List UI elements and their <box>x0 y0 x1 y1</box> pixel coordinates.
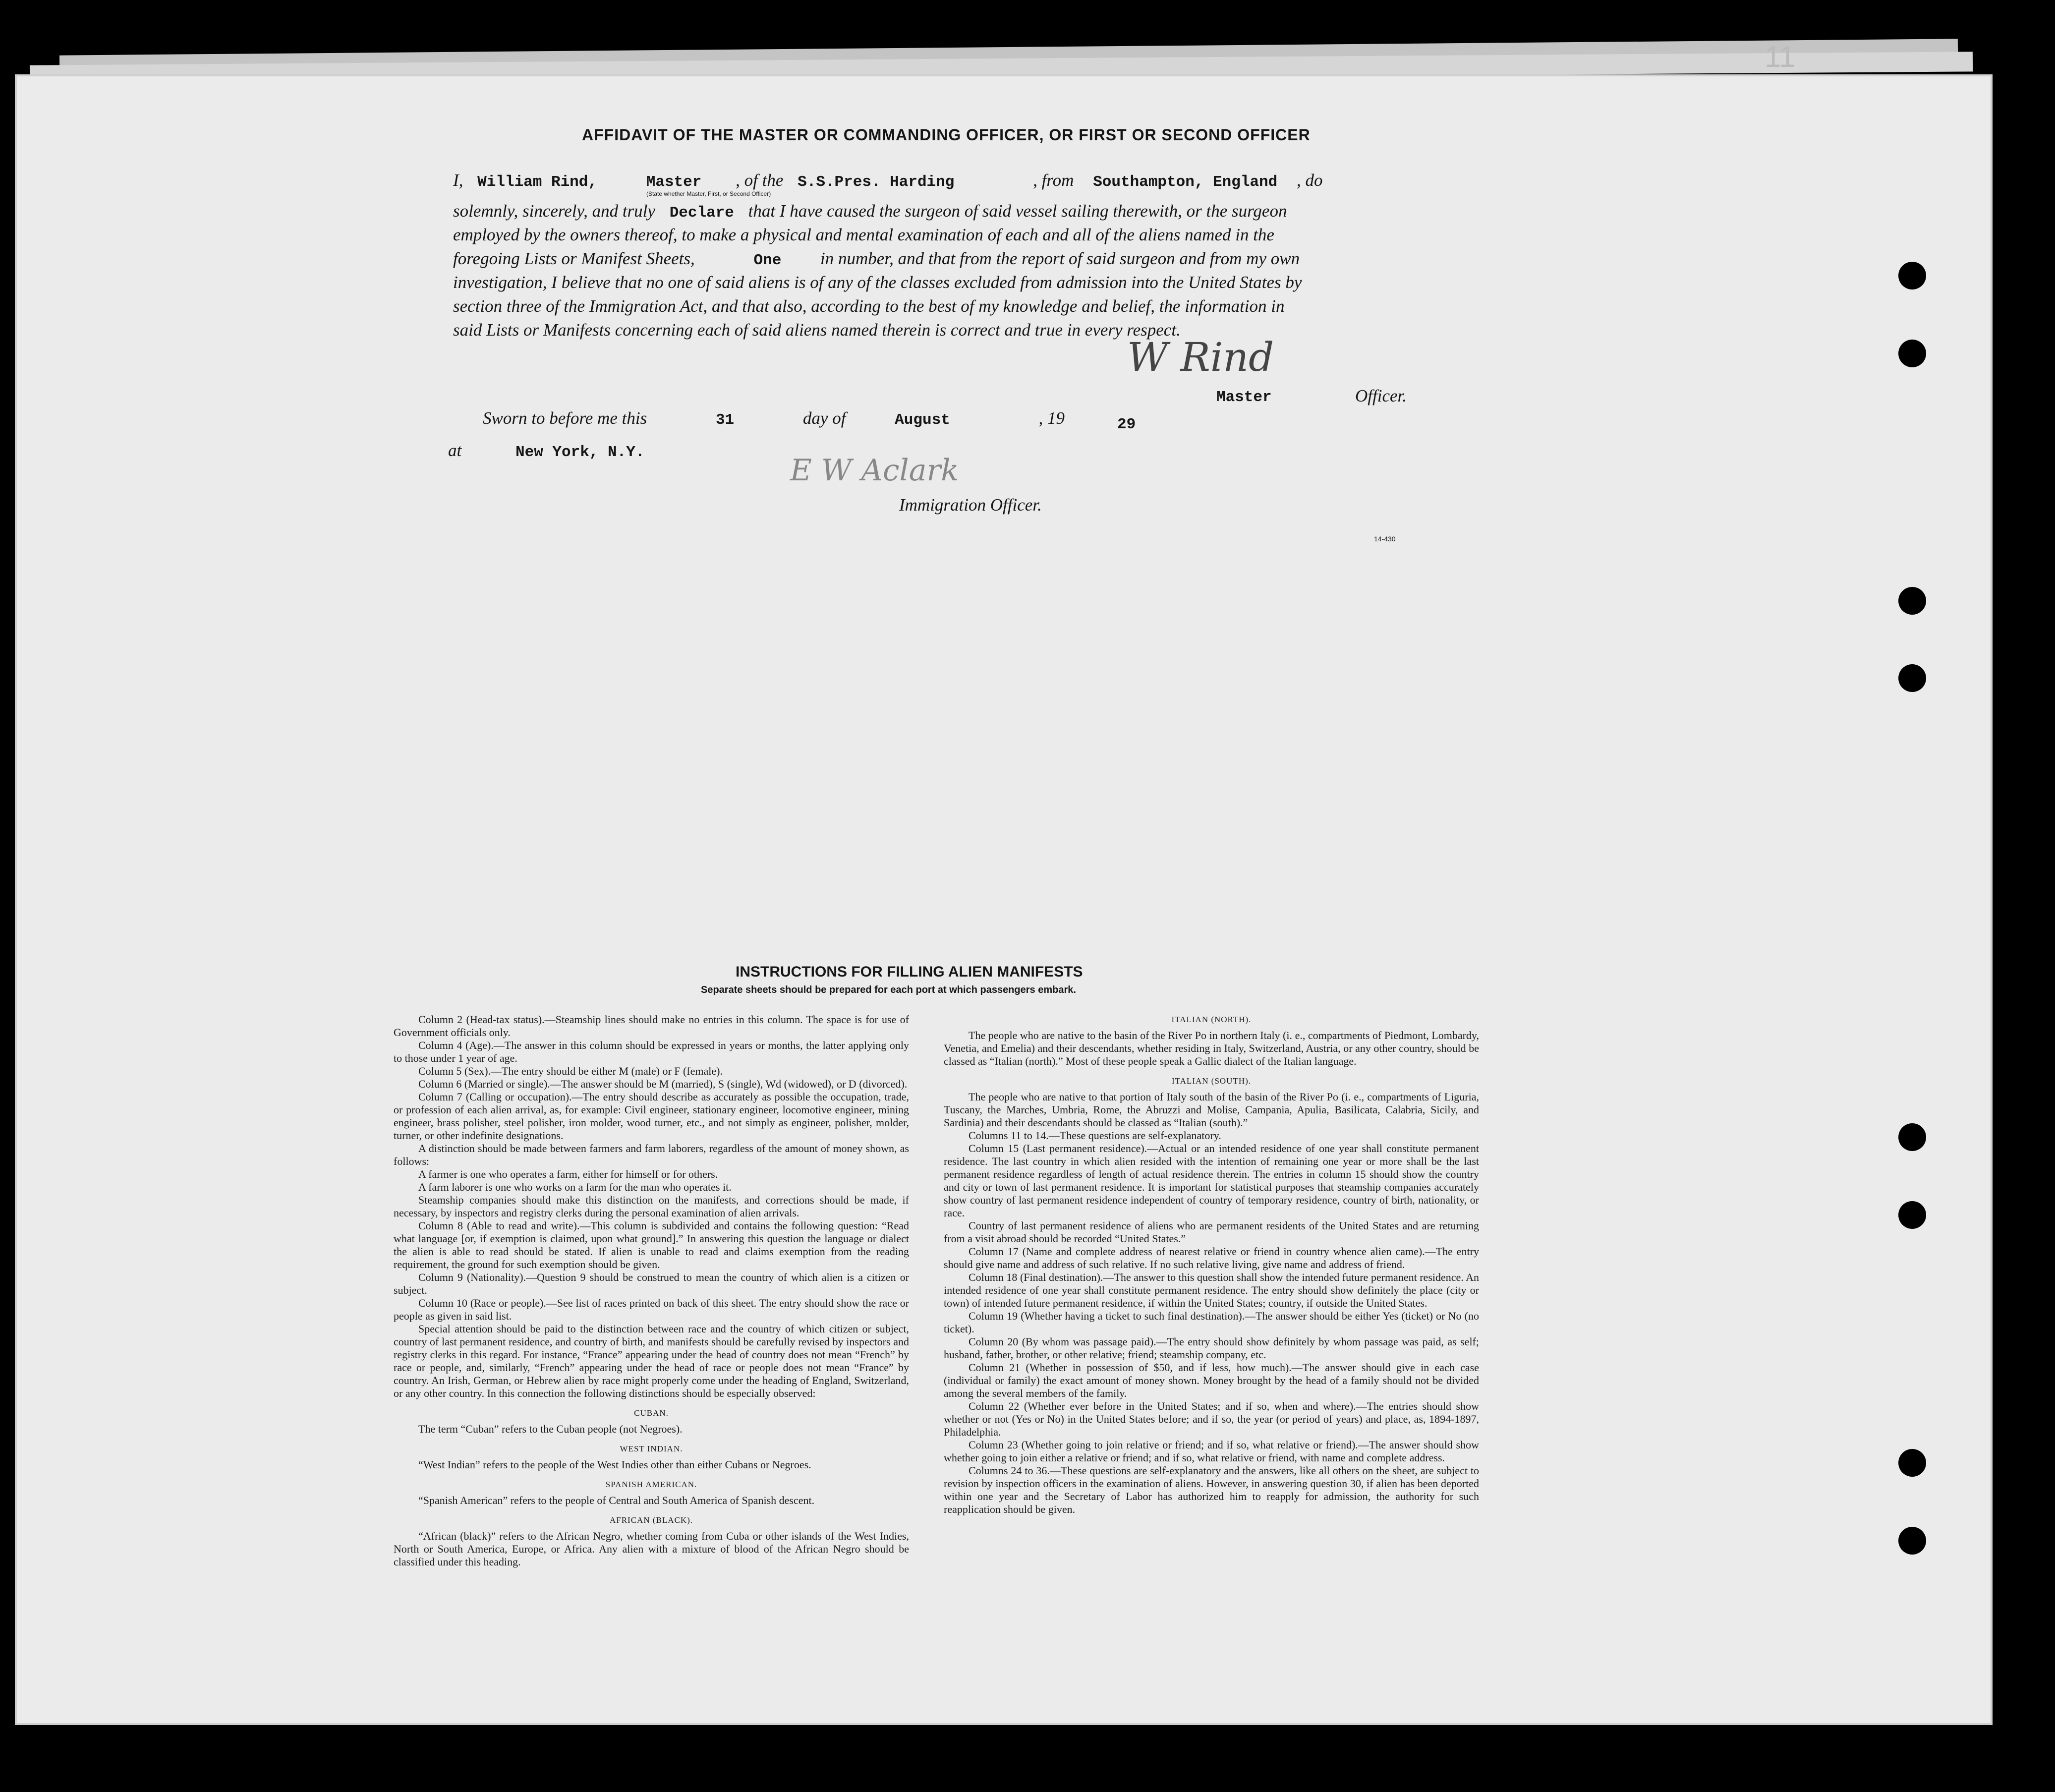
instruction-paragraph: A farm laborer is one who works on a farm for the man who operates it. <box>418 1181 732 1193</box>
instruction-paragraph: Special attention should be paid to the distinction between race and the country of which citizen or subject, country of last permanent residence, and country of birth, and manifests should be carefully revised by inspectors and registry clerks in this regard. For instance, “France” appearing under the head of country does not mean “French” by race or people, and, similarly, “French” appearing under the head of race or people does not mean “France” by country. An Irish, German, or Hebrew alien by race might properly come under the heading of England, Switzerland, or any other country. In this connection the following distinctions should be especially observed: <box>394 1323 909 1399</box>
spanish-american-heading: SPANISH AMERICAN. <box>605 1480 697 1489</box>
text: foregoing Lists or Manifest Sheets, <box>453 249 695 268</box>
declare-word: Declare <box>669 204 734 222</box>
immigration-officer-signature: E W Aclark <box>790 453 959 488</box>
instruction-paragraph: Column 8 (Able to read and write).—This column is subdivided and contains the following question: “Read what language [or, if exemption is claimed, upon what ground].” In answering this question the language or dialect the alien is able to read should be stated. If alien is unable to read and claims exemption from the reading requirement, the ground for such exemption should be given. <box>394 1219 909 1271</box>
text: solemnly, sincerely, and truly <box>453 201 655 221</box>
instruction-paragraph: Column 23 (Whether going to join relative or friend; and if so, what relative or friend).—The answer should show whether going to join either a relative or friend; and if so, what relative or friend, with name and complete address. <box>944 1439 1479 1464</box>
west-indian-text: “West Indian” refers to the people of the West Indies other than either Cubans or Negroes. <box>418 1458 811 1471</box>
binder-hole <box>1898 664 1926 692</box>
affidavit-line-4 <box>453 249 1300 269</box>
sheet-count: One <box>753 252 782 269</box>
instruction-paragraph: Column 4 (Age).—The answer in this column should be expressed in years or months, the latter applying only to those under 1 year of age. <box>394 1039 909 1064</box>
instruction-paragraph: Column 10 (Race or people).—See list of races printed on back of this sheet. The entry should show the race or people as given in said list. <box>394 1297 909 1322</box>
instruction-paragraph: Columns 11 to 14.—These questions are self-explanatory. <box>969 1129 1221 1142</box>
rank-note: (State whether Master, First, or Second Officer) <box>646 190 771 197</box>
master-signature: W Rind <box>1127 334 1274 380</box>
african-text: “African (black)” refers to the African Negro, whether coming from Cuba or other islands of the West Indies, North or South America, Europe, or Africa. Any alien with a mixture of blood of the African Negro should be classified under this heading. <box>394 1530 909 1568</box>
text: , 19 <box>1038 408 1065 428</box>
instruction-paragraph: A distinction should be made between farmers and farm laborers, regardless of the amount of money shown, as follows: <box>394 1142 909 1167</box>
instruction-paragraph: Column 22 (Whether ever before in the United States; and if so, when and where).—The entries should show whether or not (Yes or No) in the United States before; and if so, the year (or period of years) and place, as, 1894-1897, Philadelphia. <box>944 1400 1479 1438</box>
binder-hole <box>1898 1527 1926 1555</box>
manifest-page <box>15 74 1993 1725</box>
text: day of <box>802 408 846 428</box>
instructions-subtitle: Separate sheets should be prepared for each port at which passengers embark. <box>701 984 1076 995</box>
instruction-paragraph: Column 2 (Head-tax status).—Steamship lines should make no entries in this column. The space is for use of Government officials only. <box>394 1013 909 1039</box>
port-from: Southampton, England <box>1093 173 1278 191</box>
african-heading: AFRICAN (BLACK). <box>609 1515 693 1525</box>
sworn-year: 29 <box>1117 416 1136 433</box>
binder-hole <box>1898 262 1926 289</box>
binder-hole <box>1898 1123 1926 1151</box>
text: Sworn to before me this <box>483 408 647 428</box>
instruction-paragraph: Column 20 (By whom was passage paid).—The entry should show definitely by whom passage was paid, as self; husband, father, brother, or other relative; friend; steamship company, etc. <box>944 1335 1479 1361</box>
affidavit-line-1 <box>453 171 1323 191</box>
text: , from <box>1033 171 1074 190</box>
corner-mark: 11 <box>1765 40 1796 73</box>
officer-label: Officer. <box>1355 386 1407 405</box>
form-number: 14-430 <box>1374 535 1396 543</box>
instruction-paragraph: Column 5 (Sex).—The entry should be either M (male) or F (female). <box>418 1065 723 1077</box>
text: in number, and that from the report of said surgeon and from my own <box>820 249 1300 268</box>
text: that I have caused the surgeon of said vessel sailing therewith, or the surgeon <box>748 201 1287 221</box>
binder-hole <box>1898 587 1926 615</box>
affidavit-line-6: section three of the Immigration Act, and that also, according to the best of my knowledge and belief, the information in <box>453 296 1285 316</box>
instructions-left-column <box>394 1013 909 1568</box>
sworn-location: New York, N.Y. <box>515 444 645 461</box>
instruction-paragraph: Column 21 (Whether in possession of $50, and if less, how much).—The answer should give in each case (individual or family) the exact amount of money shown. Money brought by the head of a family should not be divided among the several members of the family. <box>944 1361 1479 1399</box>
cuban-text: The term “Cuban” refers to the Cuban people (not Negroes). <box>418 1423 683 1435</box>
instructions-right-column <box>944 1013 1479 1516</box>
instruction-paragraph: Steamship companies should make this distinction on the manifests, and corrections should be made, if necessary, by inspectors and registry clerks during the personal examination of alien arrivals. <box>394 1194 909 1219</box>
master-name: William Rind, <box>477 173 597 191</box>
affidavit-line-5: investigation, I believe that no one of said aliens is of any of the classes excluded from admission into the United States by <box>453 273 1302 292</box>
binder-hole <box>1898 1201 1926 1229</box>
immigration-officer-label: Immigration Officer. <box>899 495 1042 515</box>
instruction-paragraph: Column 15 (Last permanent residence).—Actual or an intended residence of one year shall constitute permanent residence. The last country in which alien resided with the intention of remaining one year or more shall be the last permanent residence regardless of length of actual residence therein. The entries in column 15 should show the country and city or town of last permanent residence. It is important for statistical purposes that steamship companies accurately show country of last permanent residence independent of country of temporary residence, country of birth, nationality, or race. <box>944 1142 1479 1219</box>
sworn-day: 31 <box>715 411 735 429</box>
location-line <box>448 441 644 461</box>
instruction-paragraph: Column 9 (Nationality).—Question 9 should be construed to mean the country of which alien is a citizen or subject. <box>394 1271 909 1296</box>
west-indian-heading: WEST INDIAN. <box>620 1444 683 1453</box>
affidavit-line-3: employed by the owners thereof, to make a physical and mental examination of each and all of the aliens named in the <box>453 225 1274 244</box>
cuban-heading: CUBAN. <box>634 1408 669 1418</box>
rank: Master <box>646 173 702 191</box>
sworn-month: August <box>895 411 950 429</box>
text: at <box>448 441 462 460</box>
binder-hole <box>1898 340 1926 367</box>
instruction-paragraph: Column 18 (Final destination).—The answer to this question shall show the intended future permanent residence. An intended residence of one year shall constitute permanent residence. The entry should show definitely the place (city or town) of intended future permanent residence, if within the United States; country, if outside the United States. <box>944 1271 1479 1309</box>
instruction-paragraph: Column 17 (Name and complete address of nearest relative or friend in country whence alien came).—The entry should give name and address of such relative. If no such relative living, give name and address of friend. <box>944 1245 1479 1271</box>
instruction-paragraph: Country of last permanent residence of aliens who are permanent residents of the United States and are returning from a visit abroad should be recorded “United States.” <box>944 1219 1479 1245</box>
vessel-name: S.S.Pres. Harding <box>798 173 955 191</box>
instruction-paragraph: The people who are native to that portion of Italy south of the basin of the River Po (i. e., compartments of Liguria, Tuscany, the Marches, Umbria, Rome, the Abruzzi and Molise, Campania, Apulia, Basilicata, Calabria, Sicily, and Sardinia) and their descendants should be classed as “Italian (south).” <box>944 1091 1479 1129</box>
text: , of the <box>736 171 784 190</box>
instruction-paragraph: Column 19 (Whether having a ticket to such final destination).—The answer should be either Yes (ticket) or No (no ticket). <box>944 1310 1479 1335</box>
text: , do <box>1297 171 1323 190</box>
instruction-paragraph: A farmer is one who operates a farm, either for himself or for others. <box>418 1168 718 1180</box>
italian-north-text: The people who are native to the basin of the River Po in northern Italy (i. e., compartments of Piedmont, Lombardy, Venetia, and Emelia) and their descendants, whether residing in Italy, Switzerland, Austria, or any other country, should be classed as “Italian (north).” Most of these people speak a Gallic dialect of the Italian language. <box>944 1029 1479 1067</box>
signer-rank: Master <box>1216 389 1272 406</box>
binder-hole <box>1898 1449 1926 1477</box>
affidavit-line-7: said Lists or Manifests concerning each of said aliens named therein is correct and true in every respect. <box>453 320 1181 340</box>
spanish-american-text: “Spanish American” refers to the people of Central and South America of Spanish descent. <box>418 1494 815 1506</box>
instruction-paragraph: Column 7 (Calling or occupation).—The entry should describe as accurately as possible the occupation, trade, or profession of each alien arrival, as, for example: Civil engineer, stationary engineer, locomotive engineer, mining engineer, brass polisher, steel polisher, iron molder, wood turner, etc., and not simply as engineer, polisher, molder, turner, or other indefinite designations. <box>394 1091 909 1142</box>
instruction-paragraph: Column 6 (Married or single).—The answer should be M (married), S (single), Wd (widowed), or D (divorced). <box>418 1078 908 1090</box>
affidavit-line-2 <box>453 201 1287 222</box>
instruction-paragraph: Columns 24 to 36.—These questions are self-explanatory and the answers, like all others on the sheet, are subject to revision by inspection officers in the examination of aliens. However, in answering question 30, if alien has been deported within one year and the Secretary of Labor has authorized him to reapply for admission, the authority for such reapplication should be given. <box>944 1464 1479 1515</box>
italian-south-heading: ITALIAN (SOUTH). <box>1171 1076 1252 1086</box>
text: I, <box>453 171 463 190</box>
italian-north-heading: ITALIAN (NORTH). <box>1171 1015 1252 1024</box>
sworn-line <box>483 408 1065 429</box>
affidavit-title: AFFIDAVIT OF THE MASTER OR COMMANDING OFFICER, OR FIRST OR SECOND OFFICER <box>582 126 1311 144</box>
instructions-title: INSTRUCTIONS FOR FILLING ALIEN MANIFESTS <box>736 964 1083 980</box>
